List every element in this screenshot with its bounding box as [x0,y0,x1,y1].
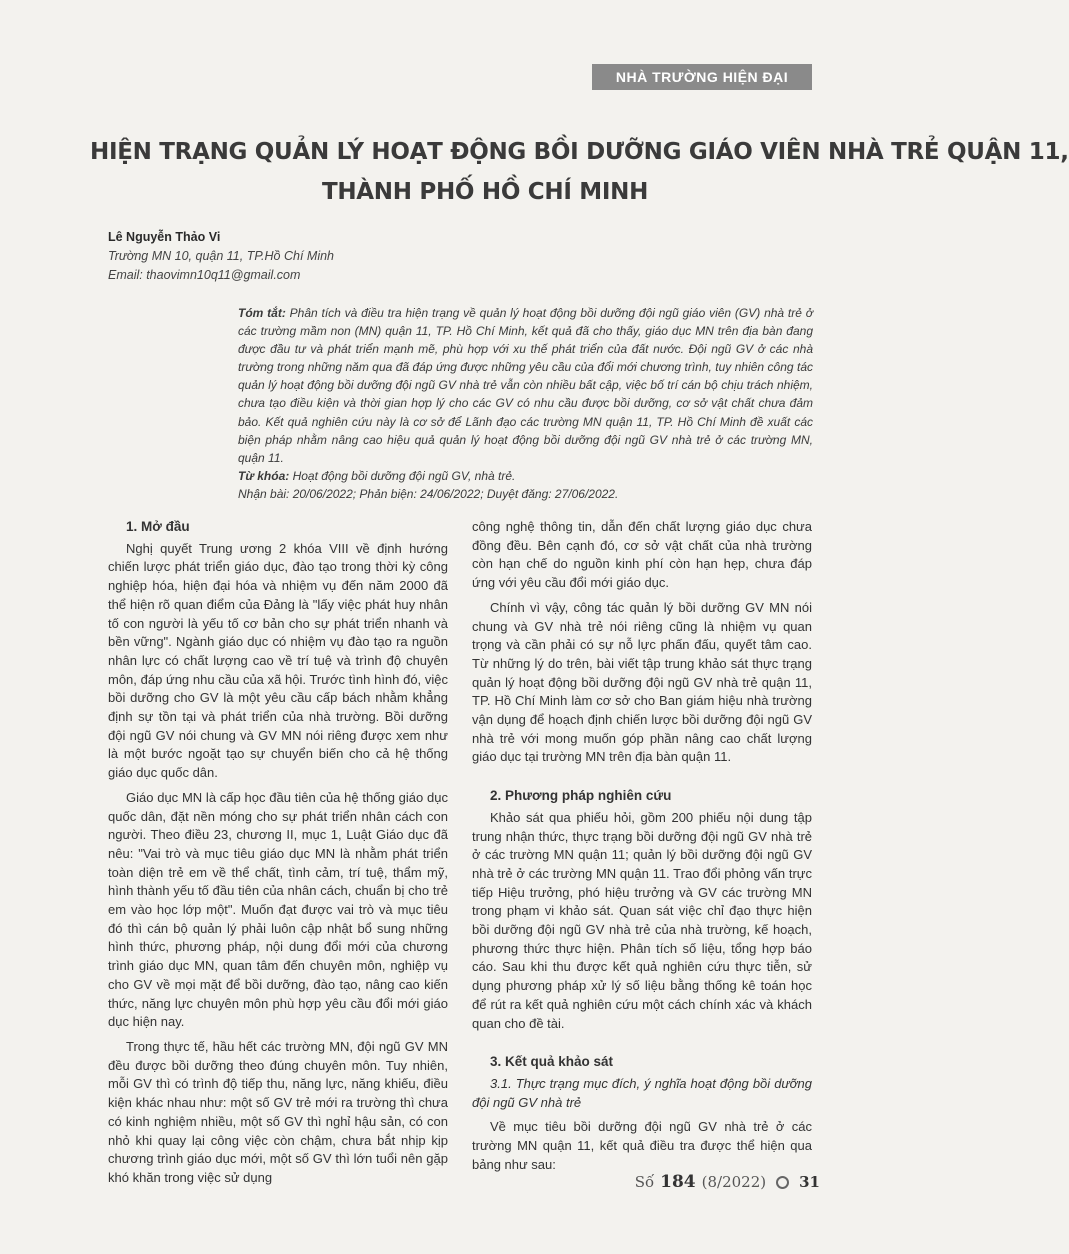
body-column-left [108,518,448,1194]
section-1-paragraph-4: công nghệ thông tin, dẫn đến chất lượng giáo dục chưa đồng đều. Bên cạnh đó, cơ sở vật chất của nhà trường còn hạn chế do nguồn kinh phí còn hạn hẹp, chưa đáp ứng với yêu cầu đổi mới giáo dục. [472,519,812,591]
abstract-label: Tóm tắt: [238,306,286,320]
section-label: NHÀ TRƯỜNG HIỆN ĐẠI [615,69,789,85]
abstract-block [238,304,813,503]
section-2-heading: 2. Phương pháp nghiên cứu [490,788,672,804]
dates-line: Nhận bài: 20/06/2022; Phản biện: 24/06/2022; Duyệt đăng: 27/06/2022. [238,486,619,501]
body-column-right [472,518,812,1181]
subsection-3-1-heading: 3.1. Thực trạng mục đích, ý nghĩa hoạt động bồi dưỡng đội ngũ GV nhà trẻ [472,1075,812,1110]
section-header [592,64,812,90]
article-title [90,132,1069,212]
title-line-1: HIỆN TRẠNG QUẢN LÝ HOẠT ĐỘNG BỒI DƯỠNG GIÁO VIÊN NHÀ TRẺ QUẬN 11, [90,139,1069,165]
section-3-heading: 3. Kết quả khảo sát [490,1054,614,1070]
keywords-paragraph [238,467,813,485]
section-1-paragraph-1: Nghị quyết Trung ương 2 khóa VIII về định hướng chiến lược phát triển giáo dục, đào tạo trong thời kỳ công nghiệp hóa, hiện đại hóa và nhiệm vụ đến năm 2000 đã thể hiện rõ quan điểm của Đảng là "lấy việc phát huy nhân tố con người là yếu tố cơ bản cho sự phát triển nhanh và bền vững". Ngành giáo dục có nhiệm vụ đào tạo ra nguồn nhân lực có chất lượng cao về trí tuệ và trình độ chuyên môn, đáp ứng nhu cầu của xã hội. Trước tình hình đó, việc bồi dưỡng cho GV là một yêu cầu cấp bách nhằm khẳng định sự tồn tại và phát triển của nhà trường. Bồi dưỡng đội ngũ GV nói chung và GV MN nói riêng được xem như là một bước ngoặt tạo sự chuyển biến cho cả hệ thống giáo dục quốc dân. [108,540,448,781]
section-1-paragraph-2: Giáo dục MN là cấp học đầu tiên của hệ thống giáo dục quốc dân, đặt nền móng cho sự phát triển nhân cách con người. Theo điều 23, chương II, mục 1, Luật Giáo dục đã nêu: "Vai trò và mục tiêu giáo dục MN là nhằm phát triển toàn diện trẻ em về thể chất, tình cảm, trí tuệ, thẩm mỹ, hình thành yếu tố đầu tiên của nhân cách, chuẩn bị cho trẻ em vào học lớp một". Muốn đạt được vai trò và mục tiêu đó thì cán bộ quản lý phải luôn cập nhật bổ sung những hình thức, phương pháp, nội dung đổi mới của chương trình giáo dục MN, quan tâm đến chuyên môn, nghiệp vụ cho GV về mọi mặt để bồi dưỡng, đào tạo, nâng cao kiến thức, năng lực chuyên môn phù hợp yêu cầu đổi mới giáo dục hiện nay. [108,789,448,1030]
keywords-text: Hoạt động bồi dưỡng đội ngũ GV, nhà trẻ. [289,468,516,483]
section-1-heading: 1. Mở đầu [126,519,190,534]
section-3-paragraph-1: Về mục tiêu bồi dưỡng đội ngũ GV nhà trẻ ở các trường MN quận 11, kết quả điều tra được thể hiện qua bảng như sau: [472,1119,812,1172]
title-line-2: THÀNH PHỐ HỒ CHÍ MINH [321,179,649,205]
author-affiliation: Trường MN 10, quận 11, TP.Hồ Chí Minh [108,249,334,263]
section-1-paragraph-3: Trong thực tế, hầu hết các trường MN, đội ngũ GV MN đều được bồi dưỡng theo đúng chuyên môn. Tuy nhiên, mỗi GV thì có trình độ tiếp thu, năng lực, năng khiếu, điều kiện khác nhau như: một số GV trẻ mới ra trường thì chưa có kinh nghiệm nhiều, một số GV thì nghỉ hậu sản, có con nhỏ khi quay lại công việc còn chậm, chưa bắt nhịp kịp chương trình giáo dục mới, một số GV thì lớn tuổi nên gặp khó khăn trong việc sử dụng [108,1038,448,1185]
page-footer [620,1172,820,1192]
abstract-text: Phân tích và điều tra hiện trạng về quản lý hoạt động bồi dưỡng đội ngũ giáo viên (GV) nhà trẻ ở các trường mầm non (MN) quận 11, TP. Hồ Chí Minh, kết quả đã cho thấy, giáo dục MN trên địa bàn đang được đầu tư và phát triển mạnh mẽ, phù hợp với xu thế phát triển của đất nước. Đội ngũ GV ở các nhà trường trong những năm qua đã đáp ứng được những yêu cầu của đổi mới chương trình, tuy nhiên công tác quản lý hoạt động bồi dưỡng đội ngũ GV nhà trẻ vẫn còn nhiều bất cập, việc bố trí cán bộ chịu trách nhiệm, chưa tạo điều kiện và thời gian hợp lý cho các GV có nhu cầu được bồi dưỡng, cơ sở vật chất chưa đảm bảo. Kết quả nghiên cứu này là cơ sở để Lãnh đạo các trường MN quận 11, TP. Hồ Chí Minh đề xuất các biện pháp nhằm nâng cao hiệu quả quản lý hoạt động bồi dưỡng đội ngũ GV nhà trẻ ở các trường MN, quận 11. [238,306,814,465]
section-2-paragraph-1: Khảo sát qua phiếu hỏi, gồm 200 phiếu nội dung tập trung nhận thức, thực trạng bồi dưỡng đội ngũ GV nhà trẻ ở các trường MN quận 11; quản lý bồi dưỡng đội ngũ GV nhà trẻ ở các trường MN quận 11. Trao đổi phỏng vấn trực tiếp Hiệu trưởng, phó hiệu trưởng và GV các trường MN trong phạm vi khảo sát. Quan sát việc chỉ đạo thực hiện bồi dưỡng đội ngũ GV nhà trẻ của nhà trường, kế hoạch, phương thức thực hiện. Phân tích số liệu, tổng hợp báo cáo. Sau khi thu được kết quả nghiên cứu thực tiễn, sử dụng phương pháp xử lý số liệu bằng thống kê toán học để rút ra kết quả nghiên cứu một cách chính xác và khách quan cho đề tài. [472,809,812,1031]
issue-prefix: Số [634,1173,655,1191]
abstract-paragraph [238,304,813,467]
ring-icon [776,1176,789,1189]
section-1-paragraph-5: Chính vì vậy, công tác quản lý bồi dưỡng GV MN nói chung và GV nhà trẻ nói riêng cũng là nhiệm vụ quan trọng và cần phải có sự nỗ lực phấn đấu, quyết tâm cao. Từ những lý do trên, bài viết tập trung khảo sát thực trạng quản lý hoạt động bồi dưỡng đội ngũ GV nhà trẻ quận 11, TP. Hồ Chí Minh làm cơ sở cho Ban giám hiệu nhà trường vận dụng để hoạch định chiến lược bồi dưỡng đội ngũ GV nhà trẻ với mong muốn góp phần nâng cao chất lượng giáo dục tại trường MN trên địa bàn quận 11. [472,599,812,765]
author-name: Lê Nguyễn Thảo Vi [108,230,221,244]
author-block [108,228,334,285]
page-number: 31 [799,1173,820,1191]
keywords-label: Từ khóa: [238,468,290,483]
issue-date: (8/2022) [701,1173,767,1191]
issue-number: 184 [660,1172,696,1192]
author-email: Email: thaovimn10q11@gmail.com [108,268,301,282]
